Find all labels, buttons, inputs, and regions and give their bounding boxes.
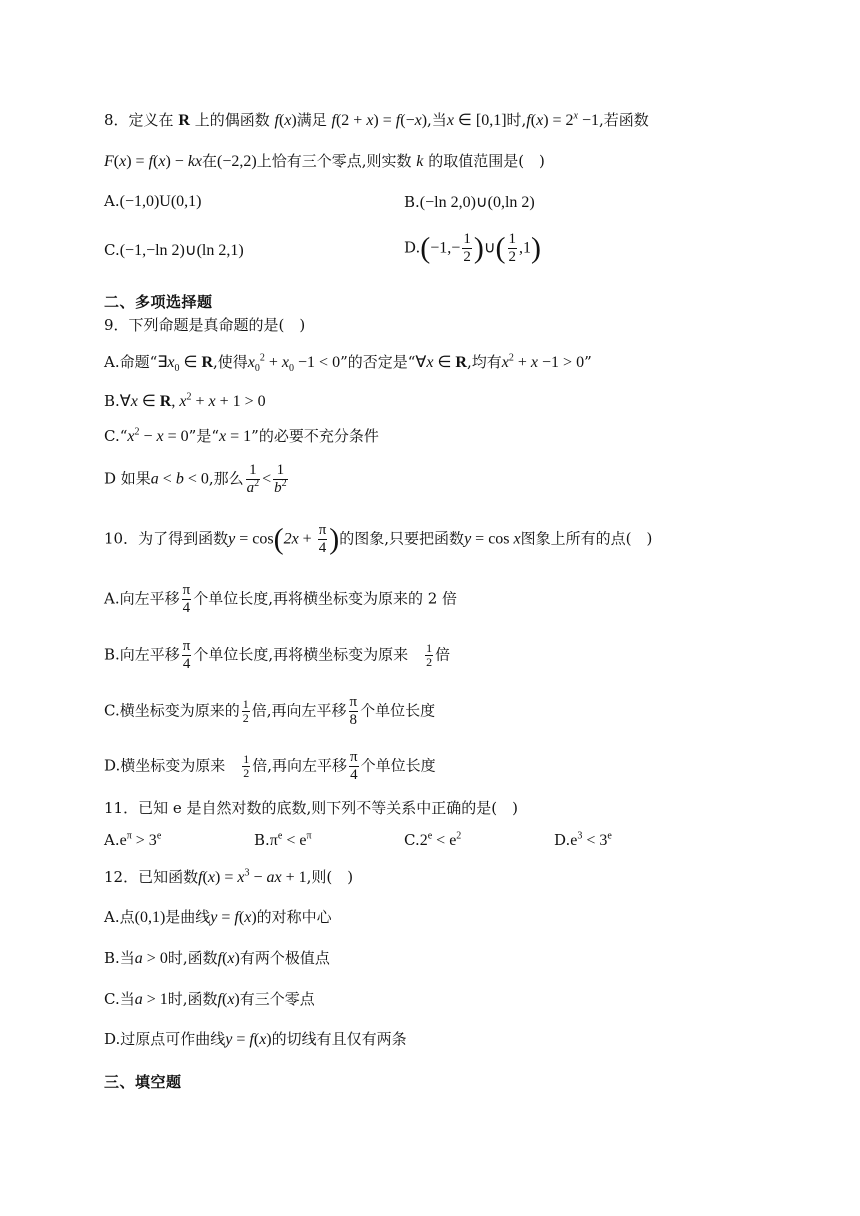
math: $f(x) = x^3$ − ax + 1 [198, 867, 307, 886]
q12-option-b [104, 947, 330, 970]
option-label: B. [104, 392, 120, 410]
q8-text: 时, [506, 111, 527, 129]
q12-text: 时,函数 [167, 949, 218, 967]
fraction: $\frac{1}{b^2}$ [274, 462, 287, 496]
q11-option-d [554, 831, 612, 850]
fraction: $\frac{\pi}{4}$ [350, 749, 358, 783]
q10-stem: 10．为了得到函数y = cos(2x + $\frac{\pi}{4}$ )的图象,只要把函数y = cos x图象上所有的点( ) [104, 522, 653, 556]
q9-option-c [104, 425, 379, 448]
q8-text: 上恰有三个零点,则实数 [256, 152, 412, 170]
math: $\pi^e < e^\pi$ [269, 830, 312, 849]
math: k [416, 153, 424, 170]
q9-option-a [104, 351, 592, 374]
q10-text: 的图象,只要把函数 [339, 529, 465, 548]
q8-option-c [104, 240, 244, 260]
q10-text: 个单位长度,再将横坐标变为原来 [193, 645, 424, 664]
q8-number: 8． [104, 111, 129, 129]
math: f(x) [217, 950, 240, 967]
math: x = 1 [219, 428, 252, 445]
q11-stem: 11．已知 e 是自然对数的底数,则下列不等关系中正确的是( ) [104, 799, 518, 817]
q11-option-a [104, 831, 161, 850]
q8-option-a [104, 192, 202, 211]
math: y = f(x) [210, 909, 257, 926]
q10-option-b [104, 638, 450, 673]
q10-option-d [104, 749, 436, 784]
q8-text: 定义在 [128, 111, 174, 129]
q12-stem [104, 866, 353, 889]
math: a > 1 [134, 991, 168, 1008]
q12-text: C.当 [104, 990, 135, 1008]
math: $x^2 - x = 0$ [127, 426, 189, 445]
q12-option-c [104, 988, 315, 1011]
fraction: $\frac{1}{2}$ [243, 752, 250, 780]
math: f(2 + x) = f(−x) [331, 112, 428, 129]
math: (−2,2) [217, 153, 257, 170]
math: f(x) [274, 112, 297, 129]
fraction: $\frac{\pi}{8}$ [349, 694, 358, 728]
q9-text: ”的否定是“ [340, 353, 416, 371]
math: $x^2 + x -1 > 0$ [501, 352, 585, 371]
q9-text: ” [584, 353, 592, 371]
math: F(x) = f(x) − kx [104, 153, 203, 170]
q10-text: 倍,再向左平移 [251, 701, 347, 720]
q10-text: D.横坐标变为原来 [104, 756, 241, 775]
q8-text: ,当 [427, 111, 447, 129]
q9-text: A.命题“ [104, 353, 158, 371]
q8-option-b [404, 192, 535, 212]
option-label: A. [104, 192, 120, 210]
q10-option-a [104, 582, 457, 617]
q12-text: 时,函数 [167, 990, 218, 1008]
math: −1,− [430, 239, 461, 257]
option-label: B. [404, 193, 420, 211]
q8-line-1 [104, 109, 649, 132]
q12-text: 有两个极值点 [239, 949, 330, 967]
q9-text: C.“ [104, 427, 128, 445]
q12-text: 12．已知函数 [104, 868, 199, 886]
fraction: $\frac{1}{2}$ [463, 231, 471, 265]
q8-text: 满足 [296, 111, 327, 129]
math: $\exists x_0$ ∈ R [157, 354, 213, 375]
q8-text: 在 [202, 152, 218, 170]
q12-text: D.过原点可作曲线 [104, 1030, 226, 1048]
q12-text: ,则( ) [306, 868, 354, 886]
q10-text: A.向左平移 [104, 589, 180, 608]
math: $e^\pi > 3^e$ [119, 830, 162, 849]
option-label: C. [104, 241, 120, 259]
q10-option-c [104, 694, 435, 729]
q8-text: 的取值范围是( ) [428, 152, 545, 170]
math: (−ln 2,0)∪(0,ln 2) [419, 194, 535, 211]
q9-option-b [104, 390, 266, 413]
math: $e^3 < 3^e$ [570, 830, 612, 849]
section-heading-fill-in: 三、填空题 [104, 1073, 182, 1091]
q9-option-d: D 如果a < b < 0,那么 $\frac{1}{a^2}$ < $\frac{1}{b^2}$ [104, 462, 287, 496]
option-label: C. [404, 831, 420, 849]
option-label: B. [254, 831, 270, 849]
math: $f(x) = 2^x -1$ [526, 110, 600, 129]
q8-text: ,若函数 [599, 111, 649, 129]
math: (0,1) [134, 909, 166, 926]
q12-text: 的切线有且仅有两条 [271, 1030, 407, 1048]
q10-text: 倍,再向左平移 [252, 756, 348, 775]
q9-stem: 9．下列命题是真命题的是( ) [104, 316, 306, 334]
q12-option-a [104, 906, 332, 929]
q8-option-d: D.(−1,− $\frac{1}{2}$ )∪( $\frac{1}{2}$ ,1) [404, 231, 542, 265]
q10-text: C.横坐标变为原来的 [104, 701, 240, 720]
math: y = cos x [464, 530, 521, 548]
q12-text: 是曲线 [165, 908, 211, 926]
q8-line-2 [104, 150, 545, 173]
math: y = f(x) [225, 1031, 272, 1048]
math: x ∈ [0,1] [446, 112, 507, 129]
fraction: $\frac{1}{2}$ [426, 641, 433, 669]
option-label: A. [104, 831, 120, 849]
math: ∀x ∈ R [415, 354, 467, 371]
q11-option-c [404, 831, 461, 850]
q9-text: ”是“ [188, 427, 220, 445]
fraction: $\frac{1}{a^2}$ [246, 462, 260, 496]
q12-text: A.点 [104, 908, 135, 926]
fraction: $\frac{\pi}{4}$ [182, 582, 191, 616]
q9-text: ,均有 [466, 353, 502, 371]
fraction: $\frac{\pi}{4}$ [318, 522, 327, 556]
q12-text: 的对称中心 [256, 908, 332, 926]
math: (−1,−ln 2)∪(ln 2,1) [119, 242, 244, 259]
math: a > 0 [134, 950, 168, 967]
q12-text: 有三个零点 [239, 990, 315, 1008]
reals-symbol: R [178, 112, 190, 129]
q10-text: 图象上所有的点( ) [520, 529, 653, 548]
math: ∀x ∈ R, $x^2 + x + 1 > 0$ [119, 391, 266, 410]
fraction: $\frac{1}{2}$ [508, 231, 517, 265]
q12-option-d [104, 1028, 407, 1051]
q10-text: 个单位长度 [360, 756, 436, 775]
math: f(x) [217, 991, 240, 1008]
q9-text: ,那么 [208, 469, 244, 488]
q11-option-b [254, 831, 312, 850]
q8-text: 上的偶函数 [194, 111, 270, 129]
q12-text: B.当 [104, 949, 135, 967]
fraction: $\frac{\pi}{4}$ [182, 638, 191, 672]
math: a < b < 0 [150, 470, 209, 488]
q9-text: ,使得 [213, 353, 248, 371]
q9-text: ”的必要不充分条件 [251, 427, 379, 445]
q10-text: B.向左平移 [104, 645, 180, 664]
math: (−1,0)U(0,1) [119, 193, 202, 210]
math: $x_0^2 + x_0 -1 < 0$ [247, 352, 341, 375]
math: y = cos [228, 530, 274, 548]
q10-text: 个单位长度,再将横坐标变为原来的 2 倍 [193, 589, 458, 608]
q10-text: 10．为了得到函数 [104, 529, 229, 548]
q10-text: 倍 [435, 645, 451, 664]
option-label: D. [554, 831, 571, 849]
section-heading-multiple-choice: 二、多项选择题 [104, 293, 213, 311]
math: $2^e < e^2$ [419, 830, 462, 849]
q10-text: 个单位长度 [360, 701, 436, 720]
q9-text: D 如果 [104, 469, 151, 488]
fraction: $\frac{1}{2}$ [242, 697, 249, 725]
option-label: D. [404, 238, 421, 257]
